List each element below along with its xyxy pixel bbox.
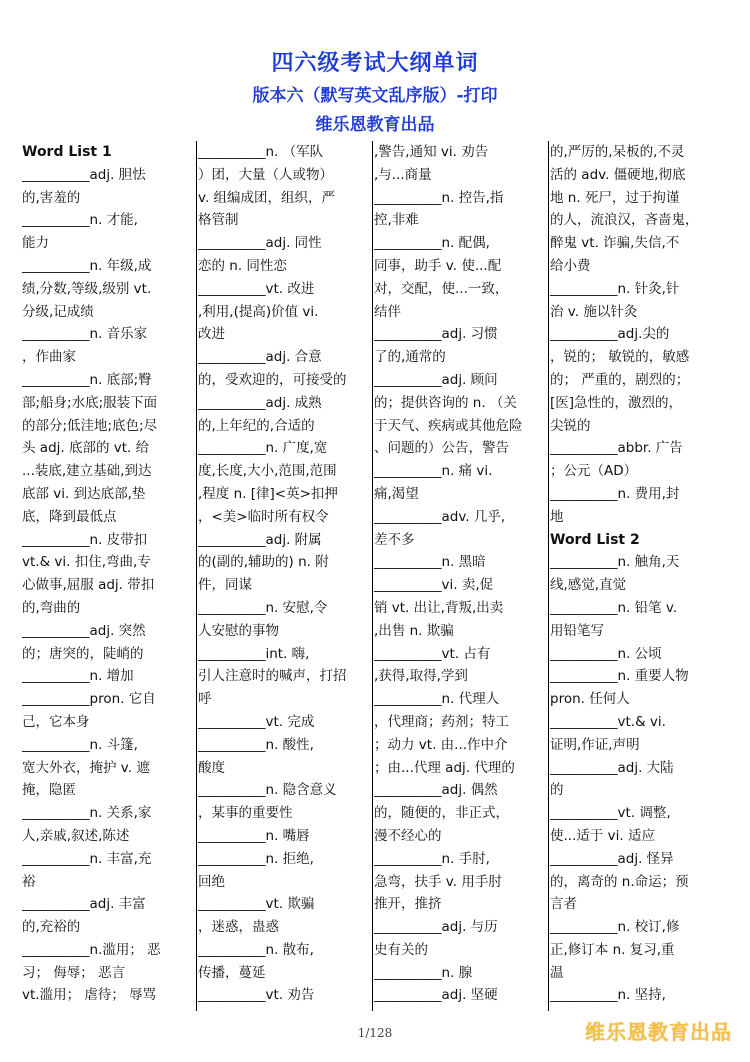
- vocabulary-line: ；由...代理 adj. 代理的: [374, 759, 515, 776]
- vocabulary-line: 的,上年纪的,合适的: [198, 417, 315, 434]
- vocabulary-line: vt.滥用； 虐待； 辱骂: [22, 987, 157, 1004]
- vocabulary-line: 的，离奇的 n.命运；预: [550, 873, 689, 890]
- vocabulary-line: 部;船身;水底;服装下面: [22, 394, 158, 411]
- vocabulary-line: __________n. 广度,宽: [198, 440, 328, 457]
- vocabulary-line: 底，降到最低点: [22, 508, 117, 525]
- vocabulary-line: ...装底,建立基础,到达: [22, 463, 152, 480]
- vocabulary-line: 件，同谋: [198, 577, 252, 594]
- vocabulary-line: ,警告,通知 vi. 劝告: [374, 144, 489, 160]
- vocabulary-line: 能力: [22, 235, 49, 252]
- vocabulary-line: __________adj. 突然: [22, 622, 146, 639]
- vocabulary-line: 的； 严重的，剧烈的；: [550, 371, 690, 388]
- word-list-heading: Word List 2: [550, 531, 640, 548]
- vocabulary-line: 推开，推挤: [374, 896, 442, 913]
- vocabulary-line: 的；唐突的，陡峭的: [22, 645, 144, 662]
- vocabulary-line: 控,非难: [374, 212, 419, 229]
- vocabulary-line: 酸度: [198, 759, 225, 776]
- vocabulary-line: 度,长度,大小,范围,范围: [198, 463, 337, 480]
- vocabulary-line: __________n. 铅笔 v.: [550, 599, 678, 616]
- column-3: [374, 141, 546, 1011]
- vocabulary-line: 温: [550, 964, 564, 981]
- vocabulary-line: ，作曲家: [22, 349, 76, 366]
- vocabulary-line: __________adj. 合意: [198, 349, 322, 366]
- vocabulary-line: __________vt. 完成: [198, 713, 315, 730]
- vocabulary-line: __________int. 嗨,: [198, 645, 310, 662]
- vocabulary-line: __________n. 安慰,令: [198, 599, 328, 616]
- vocabulary-line: 的(副的,辅助的) n. 附: [198, 554, 329, 571]
- vocabulary-line: 线,感觉,直觉: [550, 577, 627, 594]
- vocabulary-line: __________n. 校订,修: [550, 919, 680, 936]
- vocabulary-line: __________n. 增加: [22, 668, 134, 685]
- vocabulary-line: 的人，流浪汉，吝啬鬼，: [550, 212, 699, 229]
- vocabulary-line: __________n. 公顷: [550, 645, 662, 662]
- vocabulary-line: ,获得,取得,学到: [374, 668, 468, 685]
- vocabulary-line: 痛,渴望: [374, 485, 419, 502]
- vocabulary-line: pron. 任何人: [550, 691, 630, 708]
- vocabulary-line: __________adj. 偶然: [374, 782, 498, 799]
- vocabulary-line: 言者: [550, 896, 577, 913]
- vocabulary-line: __________vt. 欺骗: [198, 896, 315, 913]
- vocabulary-line: ；动力 vt. 由...作中介: [374, 736, 508, 753]
- vocabulary-line: __________n. （军队: [198, 144, 324, 160]
- vocabulary-line: 改进: [198, 326, 225, 343]
- vocabulary-line: ,与...商量: [374, 166, 432, 183]
- vocabulary-line: __________n. 黑暗: [374, 554, 486, 571]
- vocabulary-line: 的,严厉的,呆板的,不灵: [550, 144, 685, 160]
- vocabulary-line: __________adj. 成熟: [198, 394, 322, 411]
- vocabulary-line: v. 组编成团，组织，严: [198, 189, 336, 206]
- document-title: 四六级考试大纲单词: [271, 51, 479, 76]
- vocabulary-line: ；公元（AD）: [550, 463, 638, 480]
- vocabulary-line: __________n. 隐含意义: [198, 782, 337, 799]
- vocabulary-line: __________vt.& vi.: [550, 713, 666, 730]
- vocabulary-line: __________adj. 坚硬: [374, 987, 498, 1004]
- vocabulary-line: __________n. 音乐家: [22, 326, 148, 343]
- vocabulary-line: ）团，大量（人或物）: [198, 166, 333, 183]
- vocabulary-line: __________n. 针灸,针: [550, 280, 680, 297]
- vocabulary-line: __________n.滥用； 恶: [22, 941, 161, 958]
- vocabulary-line: __________n. 散布,: [198, 941, 314, 958]
- vocabulary-line: __________vi. 卖,促: [374, 577, 494, 594]
- vocabulary-line: 地 n. 死尸，过于拘谨: [550, 189, 680, 206]
- vocabulary-line: 证明,作证,声明: [550, 736, 640, 753]
- vocabulary-line: __________vt. 劝告: [198, 987, 315, 1004]
- vocabulary-line: __________n. 腺: [374, 964, 473, 981]
- vocabulary-line: __________n. 重要人物: [550, 668, 689, 685]
- vocabulary-line: __________adj. 顾问: [374, 371, 498, 388]
- vocabulary-line: __________n. 触角,天: [550, 554, 680, 571]
- vocabulary-line: 传播，蔓延: [198, 964, 266, 981]
- vocabulary-line: __________adj. 怪异: [550, 850, 674, 867]
- vocabulary-line: 绩,分数,等级,级别 vt.: [22, 280, 152, 297]
- vocabulary-line: __________n. 才能,: [22, 212, 138, 229]
- vocabulary-line: 醉鬼 vt. 诈骗,失信,不: [550, 235, 680, 252]
- vocabulary-line: 治 v. 施以针灸: [550, 303, 638, 320]
- vocabulary-line: 差不多: [374, 531, 415, 548]
- vocabulary-line: 引人注意时的喊声，打招: [198, 668, 347, 685]
- vocabulary-line: ，<美>临时所有权令: [198, 508, 329, 525]
- vocabulary-line: 同事，助手 v. 使...配: [374, 257, 502, 274]
- vocabulary-line: 人,亲戚,叙述,陈述: [22, 827, 130, 844]
- vocabulary-line: [医]急性的，激烈的，: [550, 394, 683, 411]
- document-subtitle: 版本六（默写英文乱序版）-打印: [252, 86, 498, 106]
- vocabulary-line: __________pron. 它自: [22, 691, 156, 708]
- vocabulary-line: 分级,记成绩: [22, 303, 94, 320]
- vocabulary-line: 了的,通常的: [374, 349, 446, 366]
- vocabulary-line: __________adj. 大陆: [550, 759, 674, 776]
- vocabulary-line: __________abbr. 广告: [550, 440, 683, 457]
- word-list-columns: [22, 141, 728, 1011]
- vocabulary-line: 急弯，扶手 v. 用手肘: [374, 873, 502, 890]
- vocabulary-line: 恋的 n. 同性恋: [198, 257, 287, 274]
- vocabulary-line: 的；提供咨询的 n. （关: [374, 394, 517, 411]
- vocabulary-line: ，迷惑，蛊惑: [198, 919, 279, 936]
- vocabulary-line: 对，交配，使...一致，: [374, 280, 509, 297]
- vocabulary-line: __________n. 丰富,充: [22, 850, 152, 867]
- word-list-heading: Word List 1: [22, 144, 112, 160]
- vocabulary-line: __________adj. 同性: [198, 235, 322, 252]
- vocabulary-line: 活的 adv. 僵硬地,彻底: [550, 166, 686, 183]
- vocabulary-line: __________n. 斗篷,: [22, 736, 138, 753]
- vocabulary-line: 头 adj. 底部的 vt. 给: [22, 440, 150, 457]
- document-publisher: 维乐恩教育出品: [315, 115, 435, 135]
- vocabulary-line: 的,弯曲的: [22, 599, 81, 616]
- vocabulary-line: 宽大外衣，掩护 v. 遮: [22, 759, 150, 776]
- vocabulary-line: 的，受欢迎的，可接受的: [198, 371, 347, 388]
- vocabulary-line: __________n. 拒绝,: [198, 850, 314, 867]
- vocabulary-line: ,出售 n. 欺骗: [374, 622, 454, 639]
- vocabulary-line: __________adj.尖的: [550, 326, 670, 343]
- vocabulary-line: 的: [550, 782, 564, 799]
- vocabulary-line: 回绝: [198, 873, 225, 890]
- column-4: [550, 141, 728, 1011]
- vocabulary-line: ,利用,(提高)价值 vi.: [198, 303, 319, 320]
- vocabulary-line: 尖锐的: [550, 417, 591, 434]
- vocabulary-line: __________n. 费用,封: [550, 485, 680, 502]
- page-number: 1/128: [357, 1026, 393, 1040]
- vocabulary-line: __________n. 酸性,: [198, 736, 314, 753]
- vocabulary-line: 销 vt. 出让,背叛,出卖: [374, 599, 504, 616]
- vocabulary-line: 给小费: [550, 257, 591, 274]
- vocabulary-line: ，锐的； 敏锐的，敏感: [550, 349, 690, 366]
- vocabulary-line: __________adj. 与历: [374, 919, 498, 936]
- vocabulary-line: 格管制: [198, 212, 239, 229]
- vocabulary-line: __________vt. 调整,: [550, 805, 671, 822]
- vocabulary-line: __________vt. 占有: [374, 645, 491, 662]
- vocabulary-line: 裕: [22, 873, 36, 890]
- vocabulary-line: 己，它本身: [22, 713, 90, 730]
- column-divider: [196, 141, 197, 1011]
- vocabulary-line: 底部 vi. 到达底部,垫: [22, 485, 146, 502]
- vocabulary-line: 习； 侮辱； 恶言: [22, 964, 126, 981]
- vocabulary-line: __________n. 嘴唇: [198, 827, 310, 844]
- vocabulary-line: __________n. 底部;臀: [22, 371, 152, 388]
- vocabulary-line: 的部分;低洼地;底色;尽: [22, 417, 158, 434]
- column-divider: [548, 141, 549, 1011]
- vocabulary-line: 使...适于 vi. 适应: [550, 827, 655, 844]
- vocabulary-line: 的,充裕的: [22, 919, 81, 936]
- vocabulary-line: __________n. 控告,指: [374, 189, 504, 206]
- vocabulary-line: 呼: [198, 691, 212, 708]
- vocabulary-line: __________n. 痛 vi.: [374, 463, 493, 480]
- vocabulary-line: ，某事的重要性: [198, 805, 293, 822]
- column-2: [198, 141, 370, 1011]
- vocabulary-line: __________adv. 几乎,: [374, 508, 506, 525]
- vocabulary-line: 正,修订本 n. 复习,重: [550, 941, 675, 958]
- vocabulary-line: __________adj. 胆怯: [22, 166, 146, 183]
- vocabulary-line: ,程度 n. [律]<英>扣押: [198, 485, 338, 502]
- column-divider: [372, 141, 373, 1011]
- vocabulary-line: 用铅笔写: [550, 622, 604, 639]
- vocabulary-line: __________adj. 习惯: [374, 326, 498, 343]
- vocabulary-line: __________n. 年级,成: [22, 257, 152, 274]
- column-1: [22, 141, 194, 1011]
- vocabulary-line: 、问题的）公告，警告: [374, 440, 509, 457]
- vocabulary-line: __________n. 坚持,: [550, 987, 666, 1004]
- vocabulary-line: __________adj. 附属: [198, 531, 322, 548]
- vocabulary-line: vt.& vi. 扣住,弯曲,专: [22, 554, 151, 571]
- vocabulary-line: __________adj. 丰富: [22, 896, 146, 913]
- vocabulary-line: __________n. 关系,家: [22, 805, 152, 822]
- vocabulary-line: 心做事,屈服 adj. 带扣: [22, 577, 155, 594]
- publisher-watermark: 维乐恩教育出品: [585, 1020, 732, 1044]
- vocabulary-line: __________n. 皮带扣: [22, 531, 148, 548]
- vocabulary-line: __________n. 手肘,: [374, 850, 490, 867]
- vocabulary-line: __________vt. 改进: [198, 280, 315, 297]
- vocabulary-line: ，代理商；药剂；特工: [374, 713, 509, 730]
- vocabulary-line: 史有关的: [374, 941, 428, 958]
- vocabulary-line: 的，随便的，非正式，: [374, 805, 509, 822]
- vocabulary-line: __________n. 配偶,: [374, 235, 490, 252]
- vocabulary-line: 漫不经心的: [374, 827, 442, 844]
- vocabulary-line: __________n. 代理人: [374, 691, 500, 708]
- vocabulary-line: 的,害羞的: [22, 189, 81, 206]
- vocabulary-line: 地: [550, 508, 564, 525]
- vocabulary-line: 掩，隐匿: [22, 782, 76, 799]
- vocabulary-line: 于天气、疾病或其他危险: [374, 417, 523, 434]
- vocabulary-line: 结伴: [374, 303, 401, 320]
- vocabulary-line: 人安慰的事物: [198, 622, 279, 639]
